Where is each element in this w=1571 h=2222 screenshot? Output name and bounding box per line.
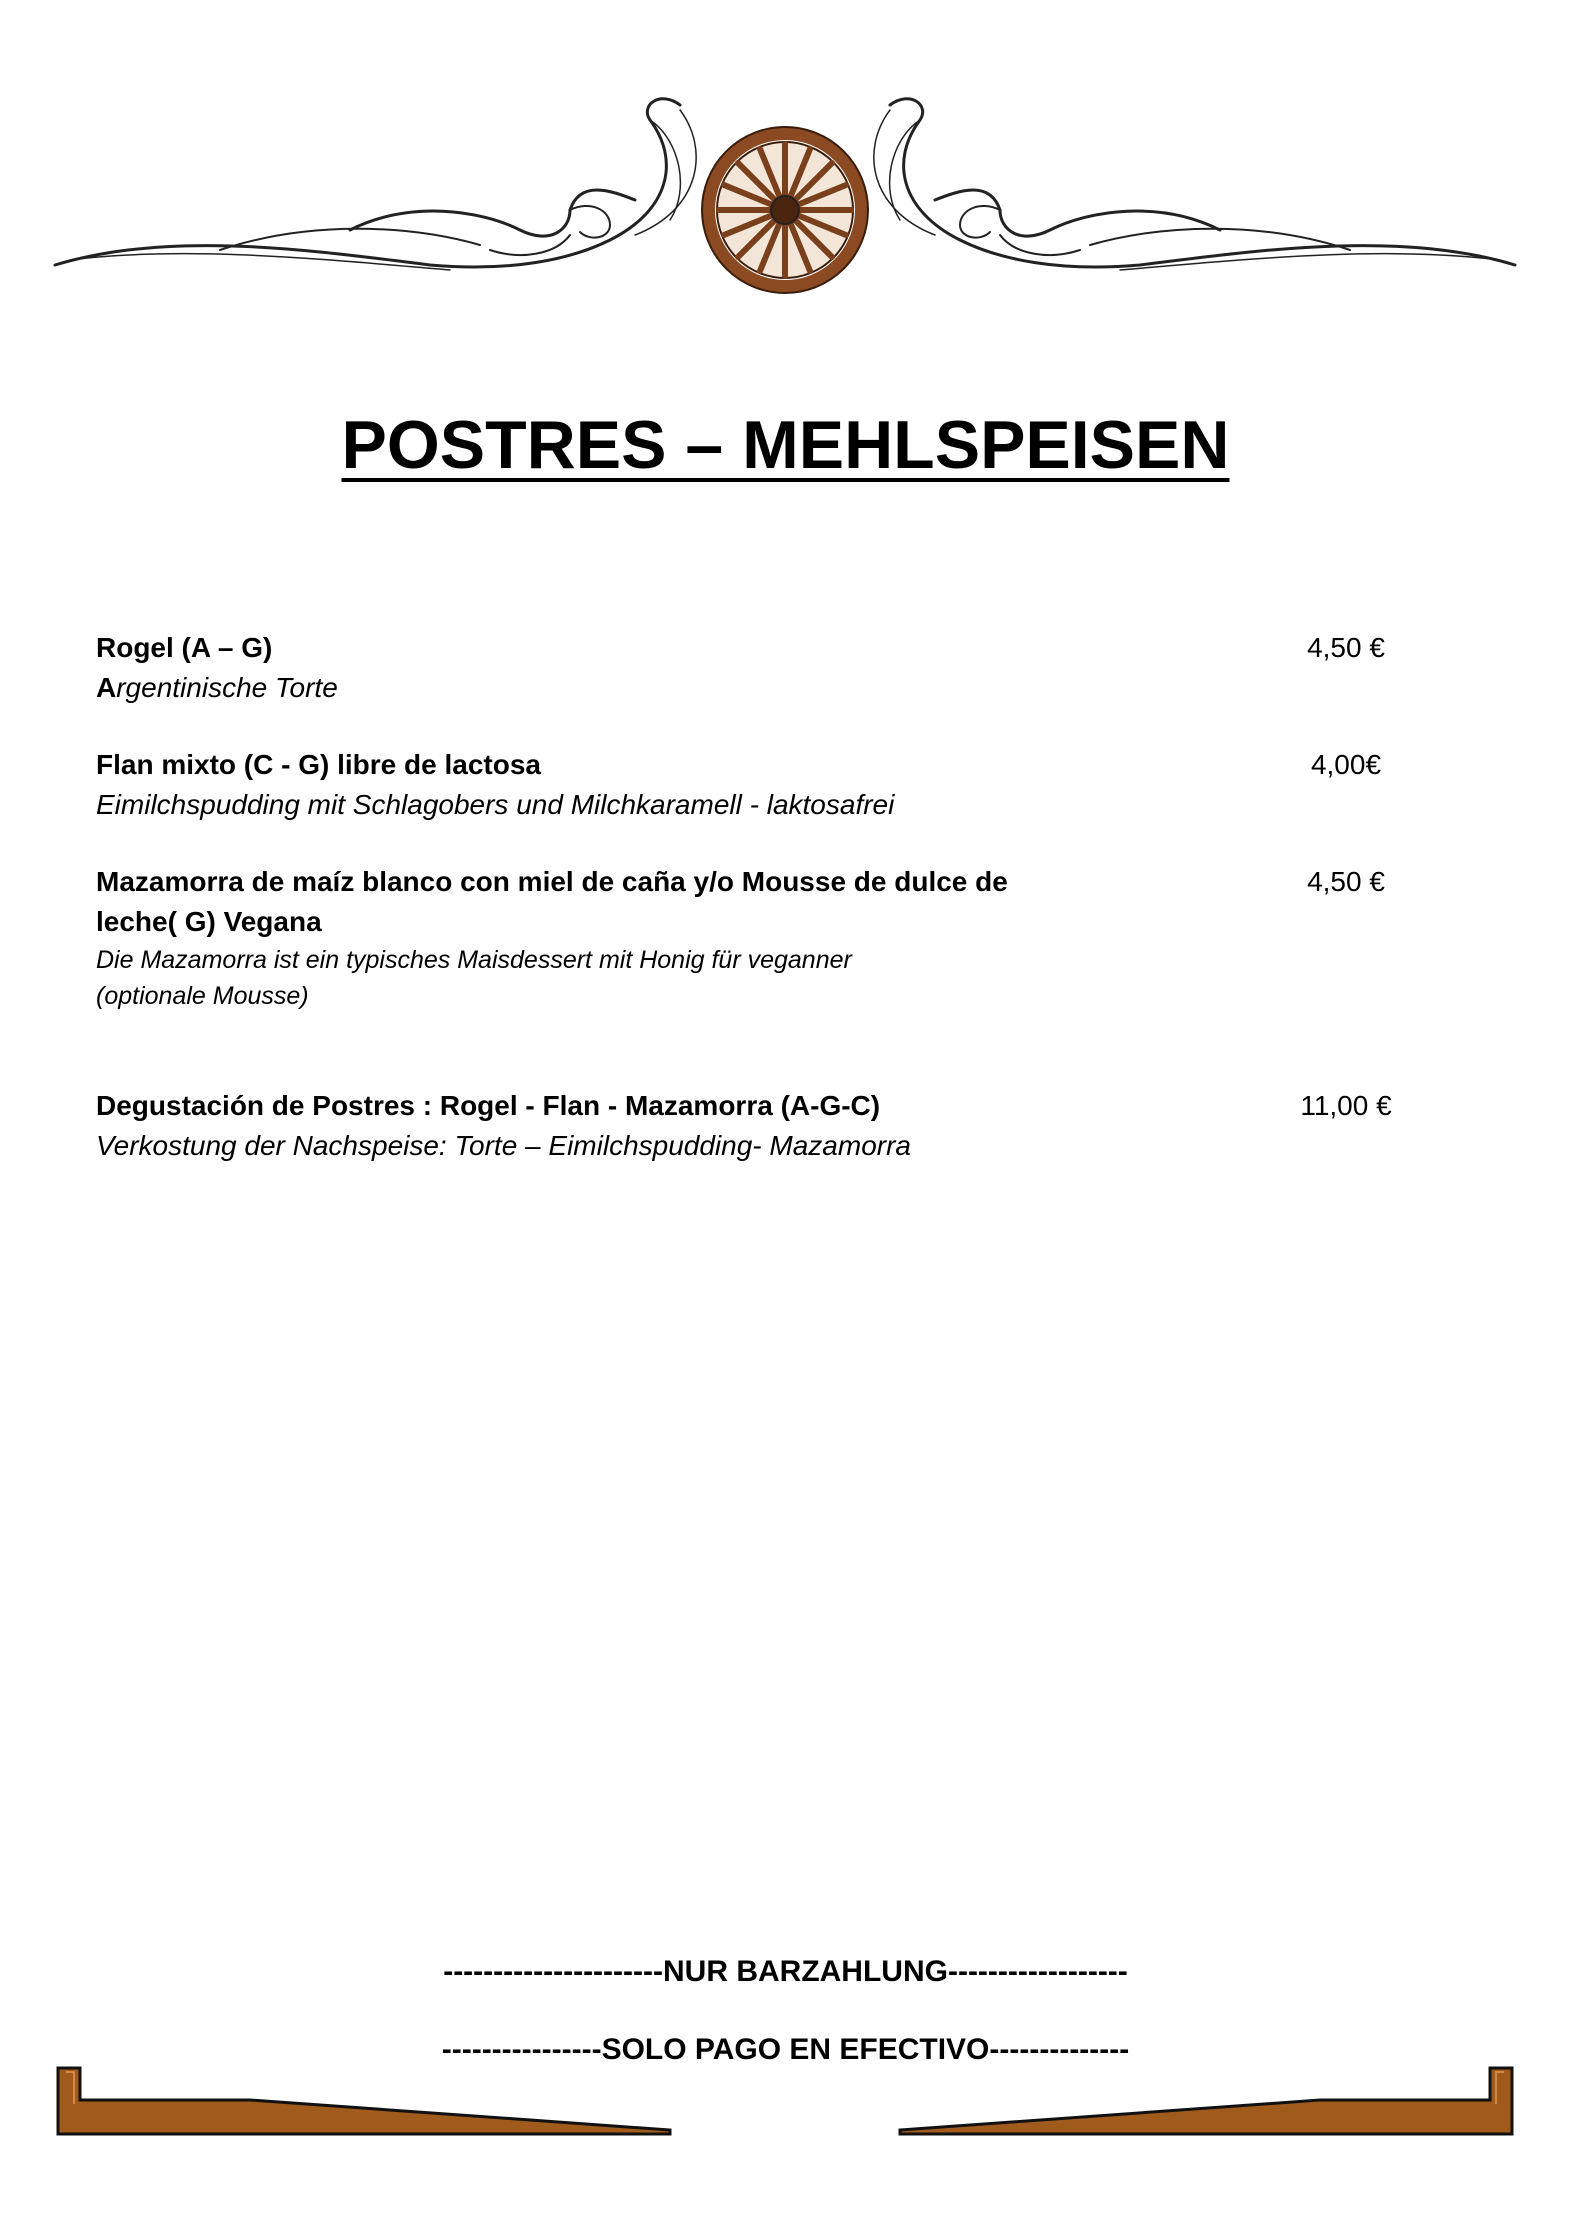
item-price: 4,50 € — [1307, 632, 1385, 663]
item-price: 11,00 € — [1300, 1090, 1392, 1121]
item-description-lead: A — [96, 672, 117, 703]
menu-item-flan — [96, 745, 1396, 825]
item-description-line-1: Die Mazamorra ist ein typisches Maisdessert mit Honig für veganner — [96, 946, 852, 974]
item-price: 4,00€ — [1310, 749, 1382, 780]
menu-item-mazamorra — [96, 862, 1396, 1014]
menu-item-degustacion — [96, 1086, 1396, 1166]
item-price: 4,50 € — [1307, 866, 1385, 897]
wagon-wheel-scroll-ornament-icon — [50, 60, 1520, 310]
page-title — [0, 400, 1571, 490]
item-description-line-2: (optionale Mousse) — [96, 982, 309, 1010]
item-description-rest: rgentinische Torte — [116, 672, 338, 703]
item-description: Eimilchspudding mit Schlagobers und Milchkaramell - laktosafrei — [96, 789, 895, 820]
bracket-border-ornament-icon — [50, 2060, 1520, 2160]
item-description — [96, 668, 1036, 708]
footer-cash-only-de: ----------------------NUR BARZAHLUNG------------------ — [443, 1955, 1128, 1988]
menu-item-rogel — [96, 628, 1396, 708]
footer-cash-only-es: ----------------SOLO PAGO EN EFECTIVO-------------- — [441, 2033, 1130, 2066]
item-description: Verkostung der Nachspeise: Torte – Eimilchspudding- Mazamorra — [96, 1130, 911, 1161]
item-name: Degustación de Postres : Rogel - Flan - Mazamorra (A-G-C) — [96, 1090, 881, 1121]
item-name: Rogel (A – G) — [96, 632, 273, 663]
item-name-line-1: Mazamorra de maíz blanco con miel de caña y/o Mousse de dulce de — [96, 866, 1008, 897]
item-name: Flan mixto (C - G) libre de lactosa — [96, 749, 541, 780]
page-title-text: POSTRES – MEHLSPEISEN — [341, 407, 1230, 483]
item-name-line-2: leche( G) Vegana — [96, 906, 322, 937]
